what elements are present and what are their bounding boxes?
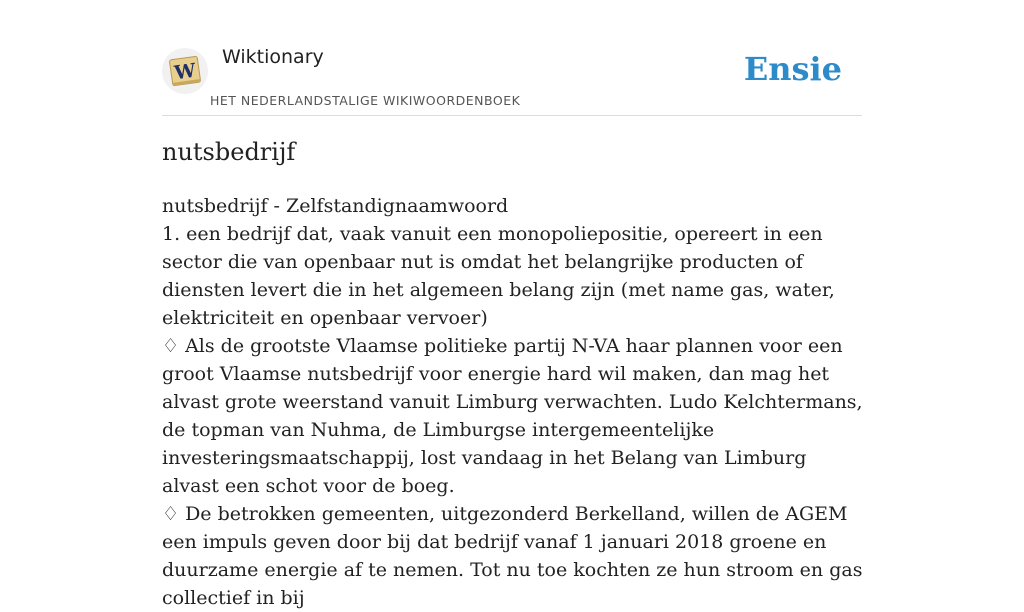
ensie-brand-logo[interactable]: Ensie [743,50,842,88]
logo-letter: W [173,59,198,85]
entry-example: ♢ Als de grootste Vlaamse politieke partij N-VA haar plannen voor een groot Vlaamse nutsbedrijf voor energie hard wil maken, dan mag het alvast grote weerstand vanuit Limburg verwachten. Ludo Kelchtermans, de topman van Nuhma, de Limburgse intergemeentelijke investeringsmaatschappij, lost vandaag in het Belang van Limburg alvast een schot voor de boeg. [162,335,863,497]
entry-heading: nutsbedrijf - Zelfstandignaamwoord [162,195,509,217]
wiktionary-logo-icon[interactable] [162,48,208,94]
site-tagline: HET NEDERLANDSTALIGE WIKIWOORDENBOEK [210,93,521,108]
site-name[interactable]: Wiktionary [222,46,324,68]
entry-definition: 1. een bedrijf dat, vaak vanuit een monopoliepositie, opereert in een sector die van openbaar nut is omdat het belangrijke producten of diensten levert die in het algemeen belang zijn (met name gas, water, elektriciteit en openbaar vervoer) [162,223,835,329]
header-divider [162,115,862,116]
page-title: nutsbedrijf [162,138,296,166]
site-header [162,44,862,116]
entry-example: ♢ De betrokken gemeenten, uitgezonderd Berkelland, willen de AGEM een impuls geven door bij dat bedrijf vanaf 1 januari 2018 groene en duurzame energie af te nemen. Tot nu toe kochten ze hun stroom en gas collectief in bij [162,503,863,609]
entry-content [162,192,864,612]
